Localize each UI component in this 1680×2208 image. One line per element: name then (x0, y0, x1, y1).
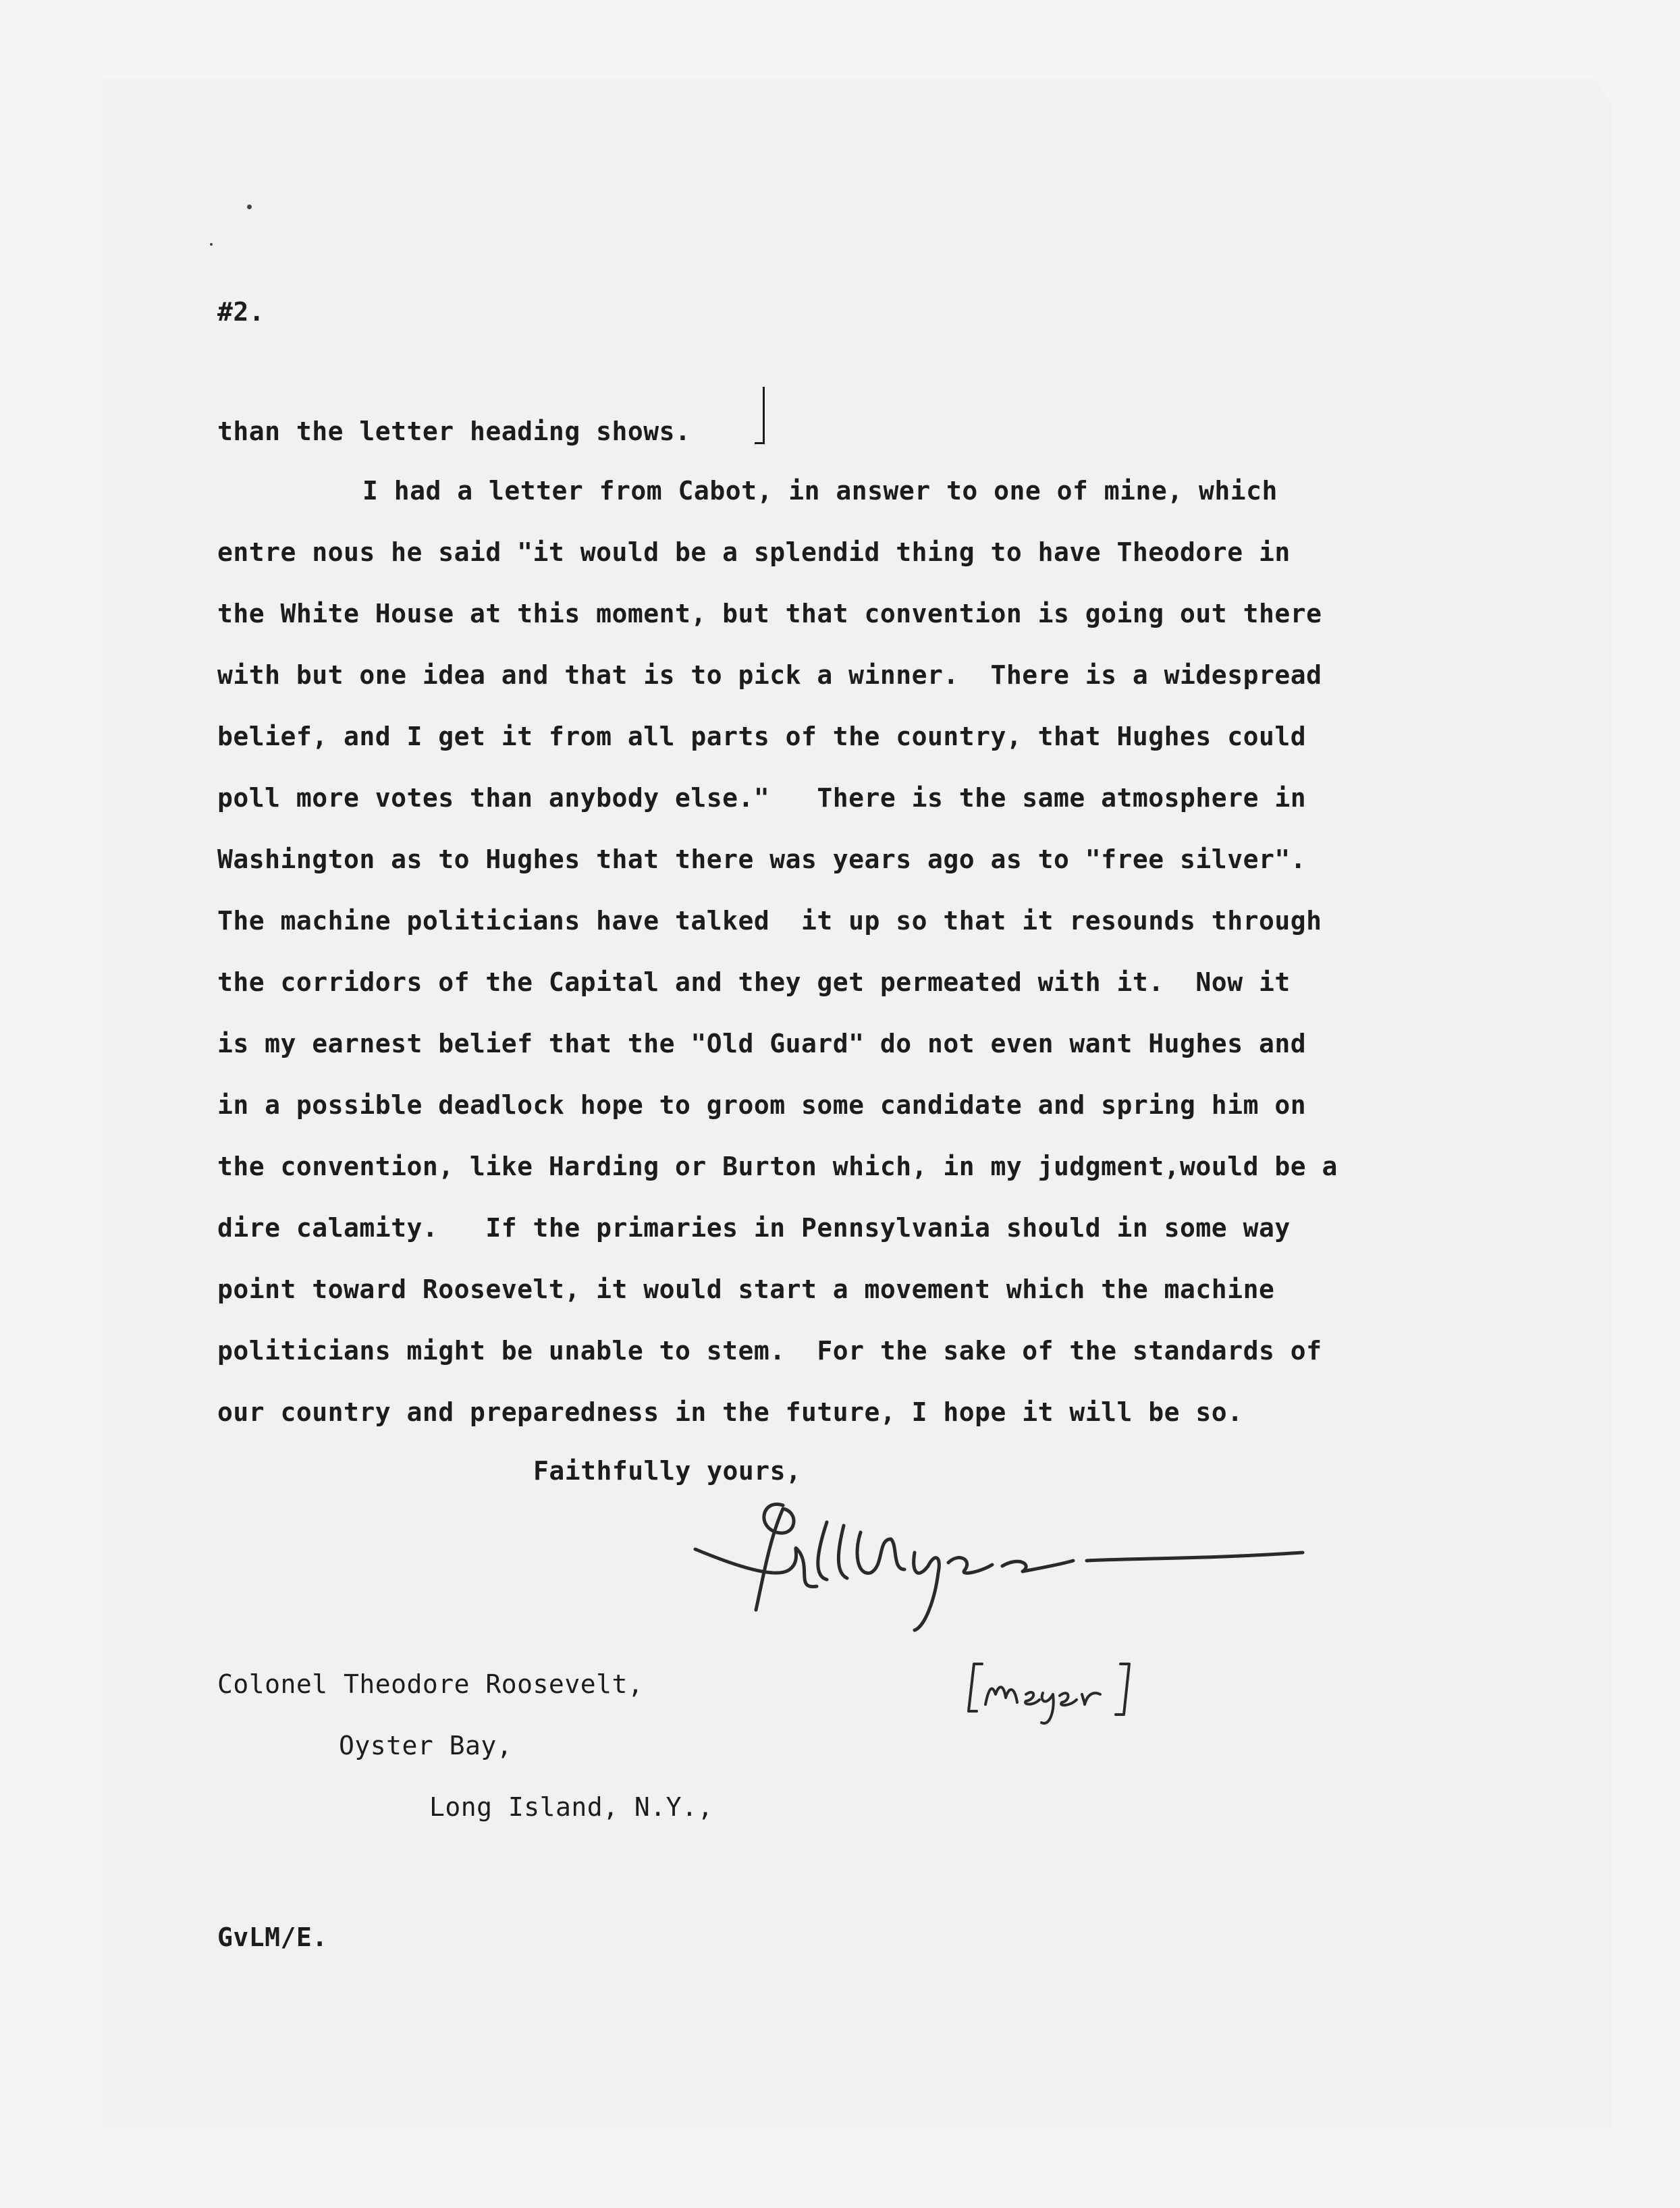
letter-line: our country and preparedness in the future, I hope it will be so. (217, 1397, 1243, 1427)
handwritten-note (962, 1647, 1164, 1728)
letter-line: the corridors of the Capital and they get permeated with it. Now it (217, 967, 1291, 997)
letter-line: in a possible deadlock hope to groom some candidate and spring him on (217, 1090, 1307, 1120)
address-line: Colonel Theodore Roosevelt, (217, 1669, 644, 1699)
letter-line: Washington as to Hughes that there was years ago as to "free silver". (217, 844, 1307, 874)
letter-line: point toward Roosevelt, it would start a movement which the machine (217, 1274, 1275, 1304)
signature (682, 1485, 1357, 1640)
letter-line: is my earnest belief that the "Old Guard" do not even want Hughes and (217, 1029, 1307, 1058)
letter-line: politicians might be unable to stem. For the sake of the standards of (217, 1336, 1322, 1366)
typist-initials: GvLM/E. (217, 1922, 328, 1952)
letter-line: the White House at this moment, but that convention is going out there (217, 599, 1322, 628)
page-number: #2. (217, 297, 265, 327)
address-line: Oyster Bay, (339, 1731, 513, 1760)
letter-line: with but one idea and that is to pick a winner. There is a widespread (217, 660, 1322, 690)
ink-speck (210, 243, 213, 246)
letter-line: The machine politicians have talked it up so that it resounds through (217, 906, 1322, 936)
letter-line: I had a letter from Cabot, in answer to one of mine, which (362, 476, 1278, 506)
letter-line: belief, and I get it from all parts of the country, that Hughes could (217, 722, 1307, 751)
letter-line: poll more votes than anybody else." There is the same atmosphere in (217, 783, 1307, 813)
letter-line: the convention, like Harding or Burton which, in my judgment,would be a (217, 1152, 1338, 1181)
bracket-mark (755, 387, 765, 444)
letter-line: than the letter heading shows. (217, 416, 691, 446)
ink-speck (247, 205, 252, 209)
letter-line: dire calamity. If the primaries in Pennsylvania should in some way (217, 1213, 1291, 1243)
letter-line: entre nous he said "it would be a splendid thing to have Theodore in (217, 537, 1291, 567)
address-line: Long Island, N.Y., (429, 1792, 713, 1822)
closing: Faithfully yours, (533, 1456, 802, 1486)
